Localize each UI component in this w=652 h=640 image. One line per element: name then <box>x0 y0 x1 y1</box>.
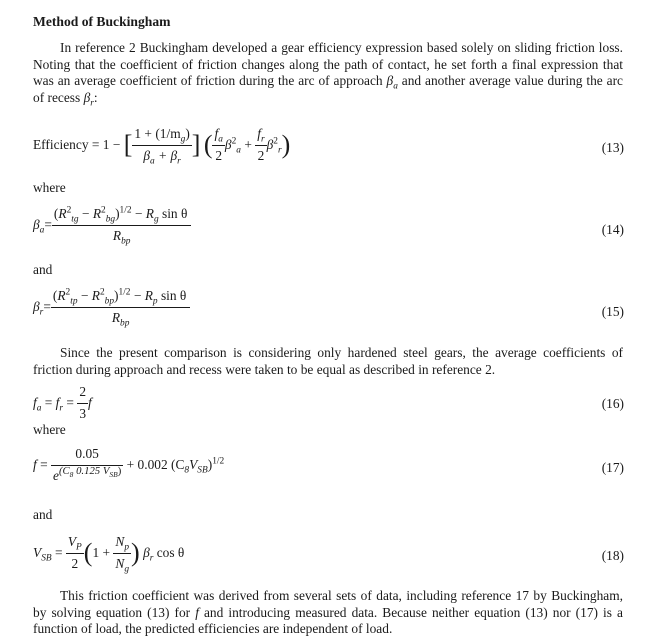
equation-16: $f_a = f_r$ = $\frac{2}{3}$ f <box>33 384 92 421</box>
section-heading: Method of Buckingham <box>33 14 171 29</box>
equation-13: Efficiency = 1 − [ $\frac{1 + (1/m_g)}{\beta_a + \beta_r}$ ] ( $\frac{f_a}{2}$ $\beta^2_a$ + $\frac{f_r}{2}$ $\beta^2_r$) <box>33 126 291 167</box>
equation-13-number: (13) <box>601 140 624 155</box>
equation-18-number: (18) <box>601 548 624 563</box>
equation-17-number: (17) <box>601 460 624 475</box>
intro-paragraph: In reference 2 Buckingham developed a gear efficiency expression based solely on sliding friction loss. Noting that the coefficient of friction changes along the path of contact, he set forth a final expression that was an average coefficient of friction during the arc of approach $\beta_a$ and another average value during the arc of recess $\beta_r$: <box>33 40 623 109</box>
and-label: and <box>33 262 53 277</box>
equation-18: $V_{SB}$ = $\frac{V_P}{2}$ (1 + $\frac{N_p}{N_g}$ ) $\beta_r$ cos θ <box>33 534 185 575</box>
equation-15: $\beta_r=$ $\frac{(R^2_{tp} - R^2_{bp})^{1/2} - R_p \sin \theta}{R_{bp}}$ <box>33 288 190 326</box>
and-label-2: and <box>33 507 53 522</box>
equation-17: f = $\frac{0.05}{e^{(C_8 0.125 V_{SB})}}$ + 0.002 $(C_8V_{SB})^{1/2}$ <box>33 446 225 483</box>
equation-15-number: (15) <box>601 304 624 319</box>
equation-14: $\beta_a=$ $\frac{(R^2_{tg} - R^2_{bg})^{1/2} - R_g \sin \theta}{R_{bp}}$ <box>33 206 191 244</box>
where-label-2: where <box>33 422 66 437</box>
comparison-paragraph: Since the present comparison is considering only hardened steel gears, the average coefficients of friction during approach and recess were taken to be equal as described in reference 2. <box>33 345 623 377</box>
closing-paragraph: This friction coefficient was derived from several sets of data, including reference 17 by Buckingham, by solving equation (13) for f and introducing measured data. Because neither equation (13) nor (17) is a function of load, the predicted efficiencies are independent of load. <box>33 588 623 636</box>
equation-16-number: (16) <box>601 396 624 411</box>
equation-14-number: (14) <box>601 222 624 237</box>
where-label: where <box>33 180 66 195</box>
